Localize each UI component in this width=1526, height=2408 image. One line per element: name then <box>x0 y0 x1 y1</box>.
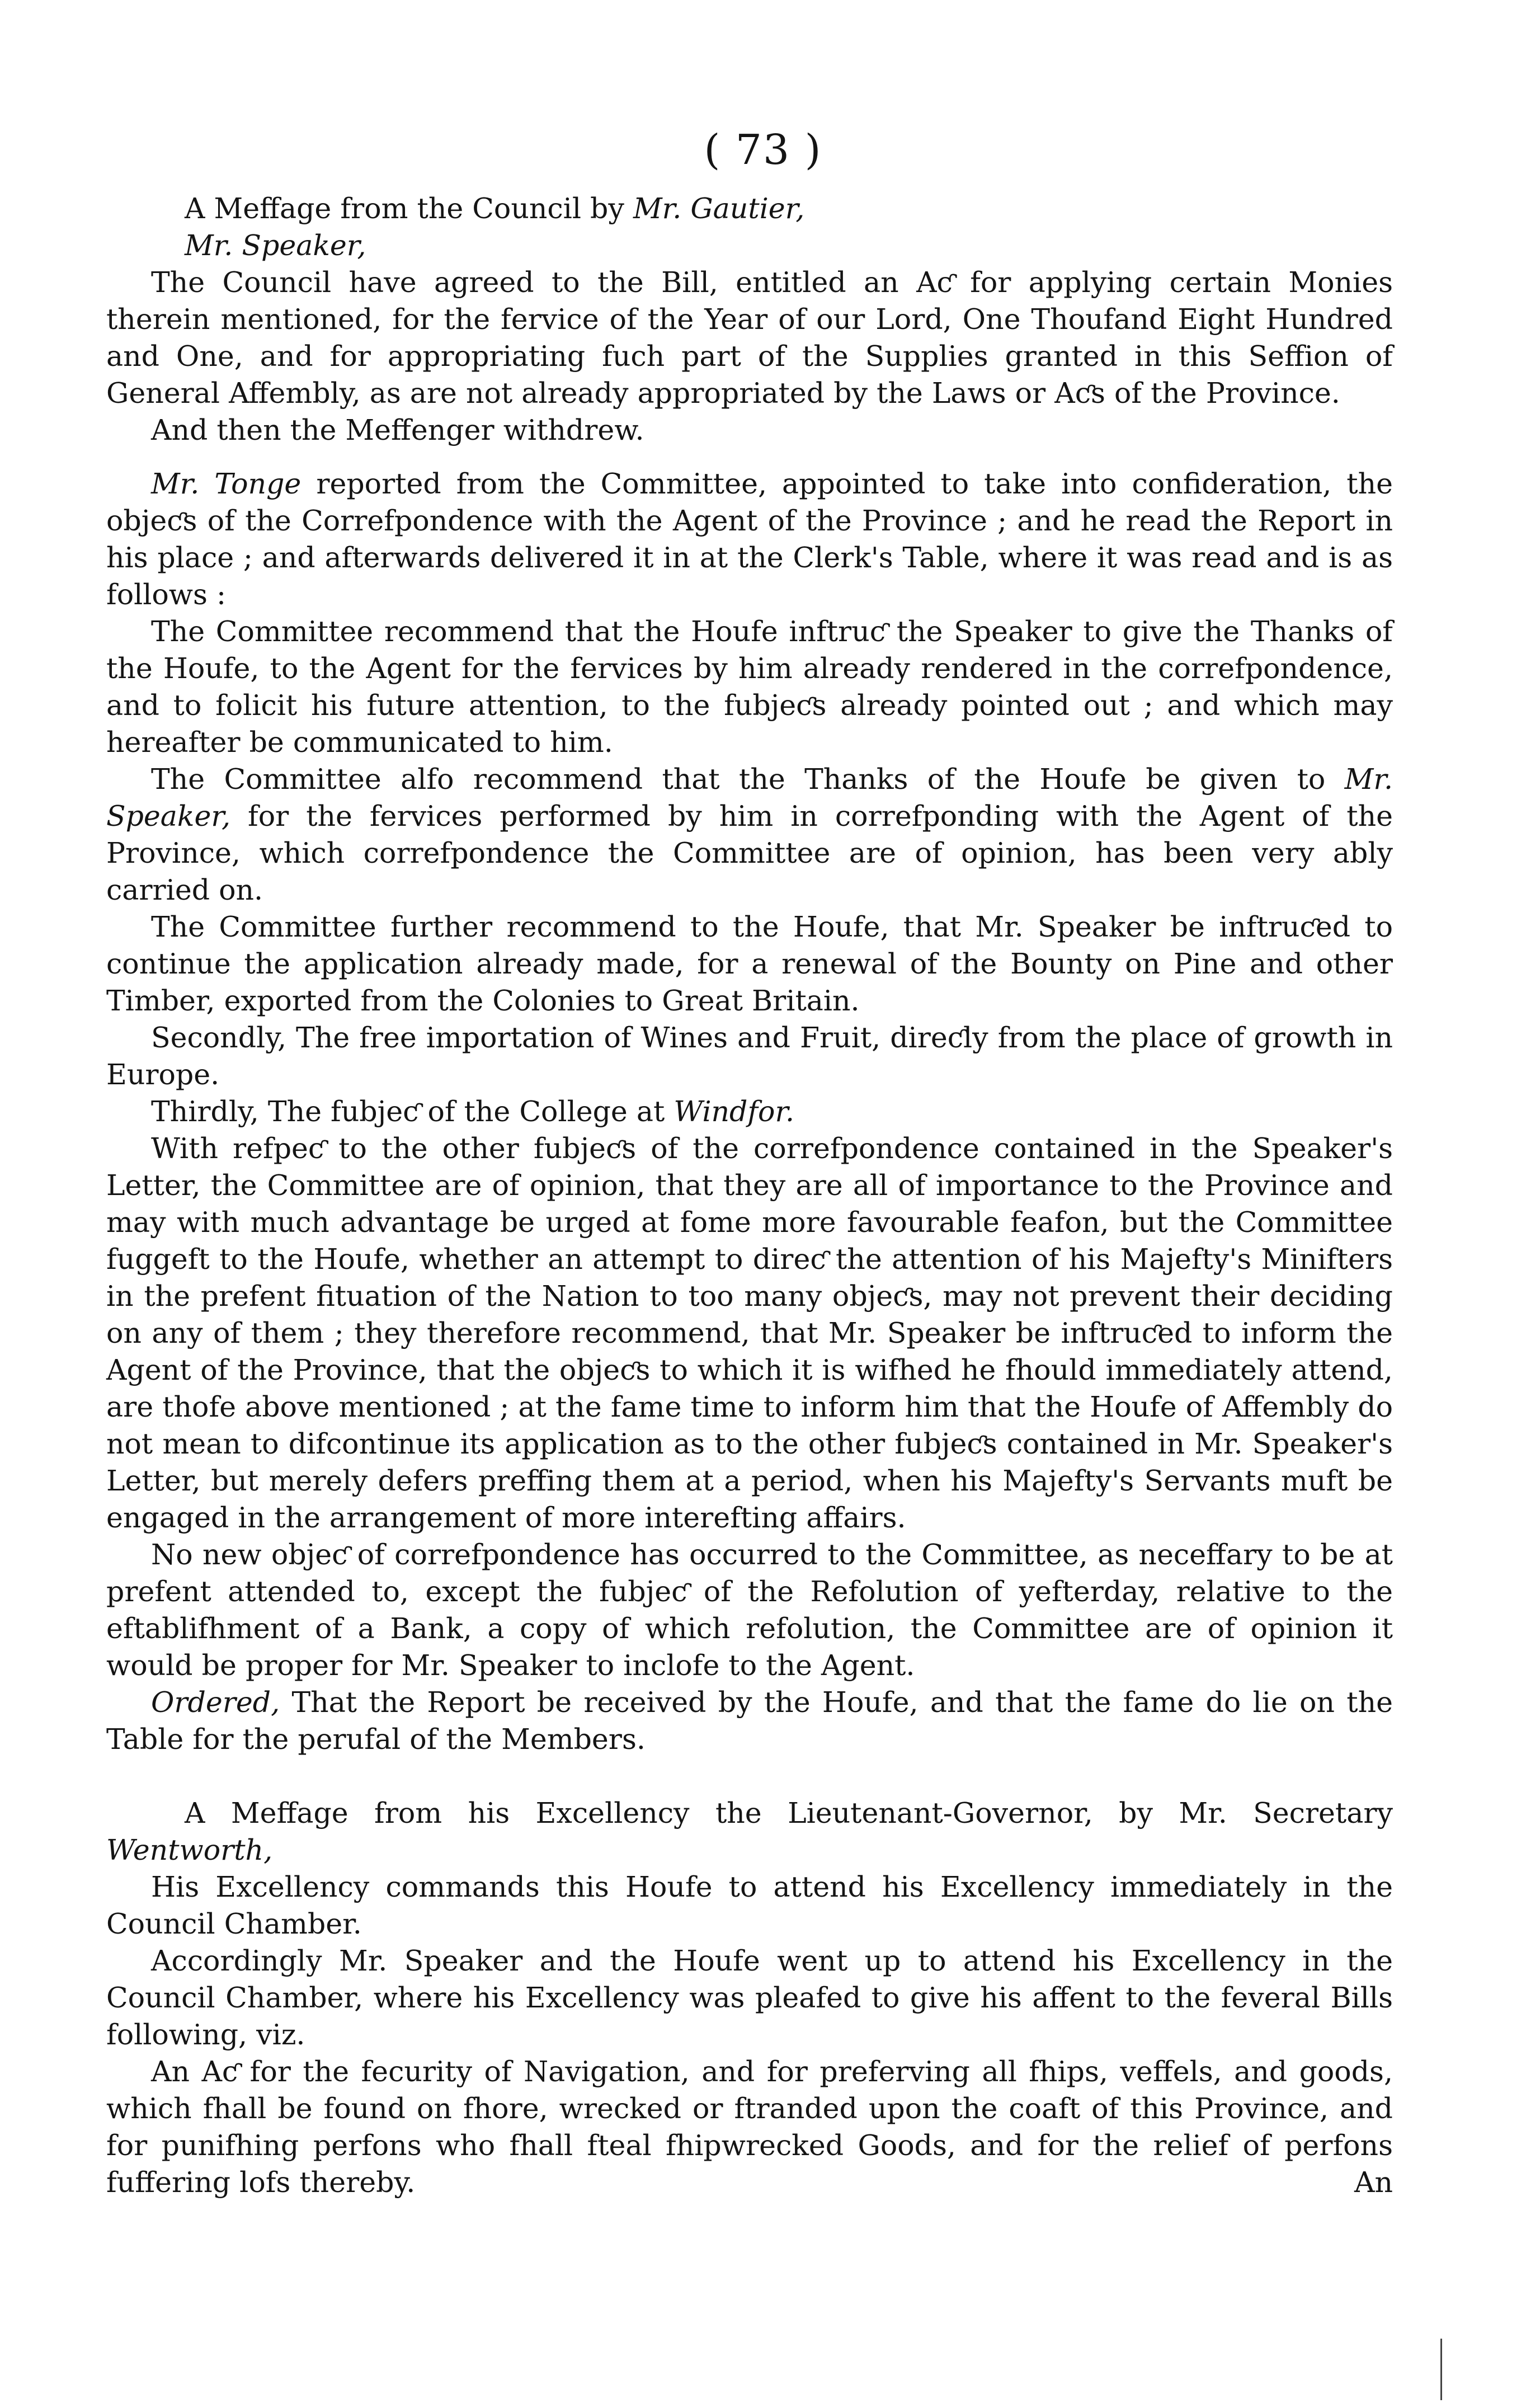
paragraph <box>106 412 1393 449</box>
paragraph-text: The Committee further recommend to the Houfe, that Mr. Speaker be inftruƈed to continue the application already made, for a renewal of the Bounty on Pine and other Timber, exported from the Colonies to Great Britain. <box>106 910 1393 1017</box>
spacer <box>106 449 1393 465</box>
paragraph <box>106 1943 1393 2053</box>
paragraph <box>106 227 1393 264</box>
paragraph-text: That the Report be received by the Houfe, and that the fame do lie on the Table for the perufal of the Members. <box>106 1686 1393 1756</box>
italic-text: Mr. Tonge <box>151 467 302 500</box>
spacer <box>106 1758 1393 1795</box>
body-text <box>106 190 1393 2201</box>
paragraph <box>106 465 1393 613</box>
paragraph <box>106 1869 1393 1943</box>
italic-text: Mr. Gautier, <box>633 192 805 225</box>
paragraph-text: The Council have agreed to the Bill, entitled an Aƈ for applying certain Monies therein mentioned, for the fervice of the Year of our Lord, One Thoufand Eight Hundred and One, and for appropriating fuch part of the Supplies granted in this Seffion of General Affembly, as are not already appropriated by the Laws or Aƈs of the Province. <box>106 266 1393 410</box>
paragraph <box>106 1019 1393 1093</box>
paragraph-text: Secondly, The free importation of Wines and Fruit, direƈly from the place of growth in Europe. <box>106 1021 1393 1091</box>
paragraph-text: reported from the Committee, appointed to take into confideration, the objeƈs of the Correfpondence with the Agent of the Province ; and he read the Report in his place ; and afterwards delivered it in at the Clerk's Table, where it was read and is as follows : <box>106 467 1393 611</box>
paragraph-text: Thirdly, The fubjeƈ of the College at <box>151 1095 674 1128</box>
paragraph <box>106 1093 1393 1130</box>
paragraph-text: The Committee alfo recommend that the Thanks of the Houfe be given to <box>151 763 1345 796</box>
paragraph-text: Accordingly Mr. Speaker and the Houfe went up to attend his Excellency in the Council Chamber, where his Excellency was pleafed to give his affent to the feveral Bills following, viz. <box>106 1944 1393 2051</box>
paragraph <box>106 909 1393 1019</box>
paragraph-text: A Meffage from the Council by <box>185 192 633 225</box>
paragraph-text: An Aƈ for the fecurity of Navigation, and for preferving all fhips, veffels, and goods, which fhall be found on fhore, wrecked or ftranded upon the coaft of this Province, and for punifhing perfons who fhall fteal fhipwrecked Goods, and for the relief of perfons fuffering lofs thereby. <box>106 2055 1393 2199</box>
paragraph <box>106 1684 1393 1758</box>
paragraph <box>106 1795 1393 1869</box>
paragraph-text: His Excellency commands this Houfe to attend his Excellency immediately in the Council Chamber. <box>106 1870 1393 1940</box>
paragraph-text: A Meffage from his Excellency the Lieutenant-Governor, by Mr. Secretary <box>185 1796 1393 1829</box>
paragraph <box>106 761 1393 909</box>
page-number: ( 73 ) <box>704 126 822 174</box>
catchword: An <box>1354 2166 1393 2199</box>
paragraph-text: The Committee recommend that the Houfe inftruƈ the Speaker to give the Thanks of the Houfe, to the Agent for the fervices by him already rendered in the correfpondence, and to folicit his future attention, to the fubjeƈs already pointed out ; and which may hereafter be communicated to him. <box>106 615 1393 759</box>
paragraph <box>106 613 1393 761</box>
italic-text: Mr. Speaker, <box>185 229 366 262</box>
paragraph-text: With refpeƈ to the other fubjeƈs of the correfpondence contained in the Speaker's Letter, the Committee are of opinion, that they are all of importance to the Province and may with much advantage be urged at fome more favourable feafon, but the Committee fuggeft to the Houfe, whether an attempt to direƈ the attention of his Majefty's Minifters in the prefent fituation of the Nation to too many objeƈs, may not prevent their deciding on any of them ; they therefore recommend, that Mr. Speaker be inftruƈed to inform the Agent of the Province, that the objeƈs to which it is wifhed he fhould immediately attend, are thofe above mentioned ; at the fame time to inform him that the Houfe of Affembly do not mean to difcontinue its application as to the other fubjeƈs contained in Mr. Speaker's Letter, but merely defers preffing them at a period, when his Majefty's Servants muft be engaged in the arrangement of more interefting affairs. <box>106 1132 1393 1534</box>
paragraph <box>106 2053 1393 2201</box>
paragraph <box>106 264 1393 412</box>
italic-text: Mr. Speaker, <box>106 763 1393 833</box>
italic-text: Ordered, <box>151 1686 280 1719</box>
paragraph-text: No new objeƈ of correfpondence has occurred to the Committee, as neceffary to be at prefent attended to, except the fubjeƈ of the Refolution of yefterday, relative to the eftablifhment of a Bank, a copy of which refolution, the Committee are of opinion it would be proper for Mr. Speaker to inclofe to the Agent. <box>106 1538 1393 1682</box>
paragraph-text: for the fervices performed by him in correfponding with the Agent of the Province, which correfpondence the Committee are of opinion, has been very ably carried on. <box>106 799 1393 906</box>
italic-text: Wentworth, <box>106 1833 273 1866</box>
italic-text: Windfor. <box>673 1095 795 1128</box>
paragraph <box>106 1536 1393 1684</box>
margin-rule <box>1440 2339 1442 2400</box>
paragraph-text: And then the Meffenger withdrew. <box>151 413 644 446</box>
paragraph <box>106 1130 1393 1536</box>
paragraph <box>106 190 1393 227</box>
